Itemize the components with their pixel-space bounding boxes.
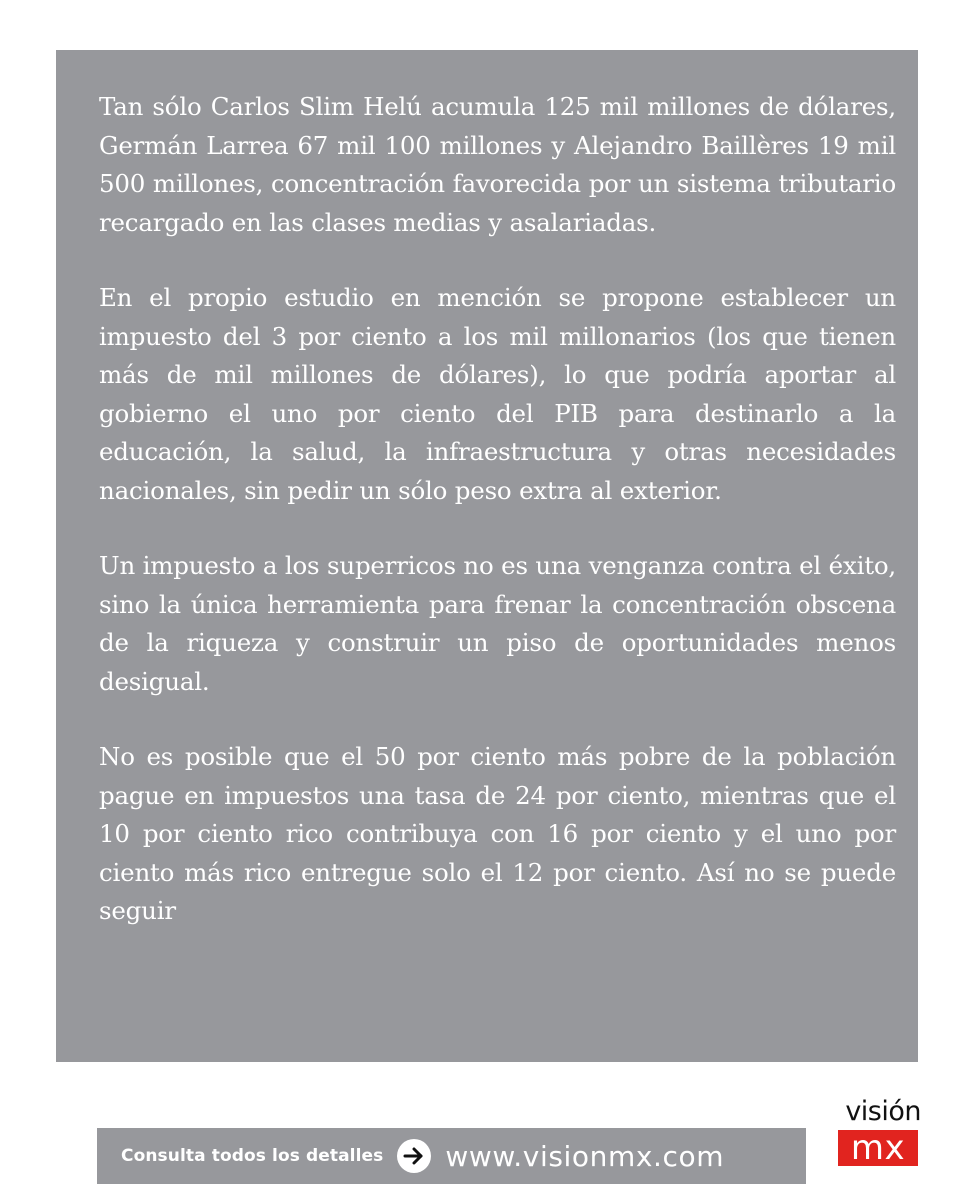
footer-link-bar[interactable] [97,1128,806,1184]
article-paragraph-2: En el propio estudio en mención se propone establecer un impuesto del 3 por ciento a los mil millonarios (los que tienen más de mil millones de dólares), lo que podría aportar al gobierno el uno por ciento del PIB para destinarlo a la educación, la salud, la infraestructura y otras necesidades nacionales, sin pedir un sólo peso extra al exterior. [99,283,896,505]
logo-mx-box: mx [838,1130,918,1166]
website-url-link[interactable]: www.visionmx.com [445,1139,725,1173]
visionmx-logo [832,1097,924,1166]
arrow-right-icon[interactable] [397,1139,431,1173]
footer-cta-label: Consulta todos los detalles [121,1146,384,1166]
logo-top-text: visión [845,1096,921,1127]
article-paragraph-4: No es posible que el 50 por ciento más pobre de la población pague en impuestos una tasa de 24 por ciento, mientras que el 10 por ciento rico contribuya con 16 por ciento y el uno por ciento más rico entregue solo el 12 por ciento. Así no se puede seguir [99,742,896,925]
article-text-panel [56,50,918,1062]
article-paragraph-1: Tan sólo Carlos Slim Helú acumula 125 mil millones de dólares, Germán Larrea 67 mil 100 millones y Alejandro Baillères 19 mil 500 millones, concentración favorecida por un sistema tributario recargado en las clases medias y asalariadas. [99,92,896,237]
article-paragraph-3: Un impuesto a los superricos no es una venganza contra el éxito, sino la única herramienta para frenar la concentración obscena de la riqueza y construir un piso de oportunidades menos desigual. [99,551,896,696]
